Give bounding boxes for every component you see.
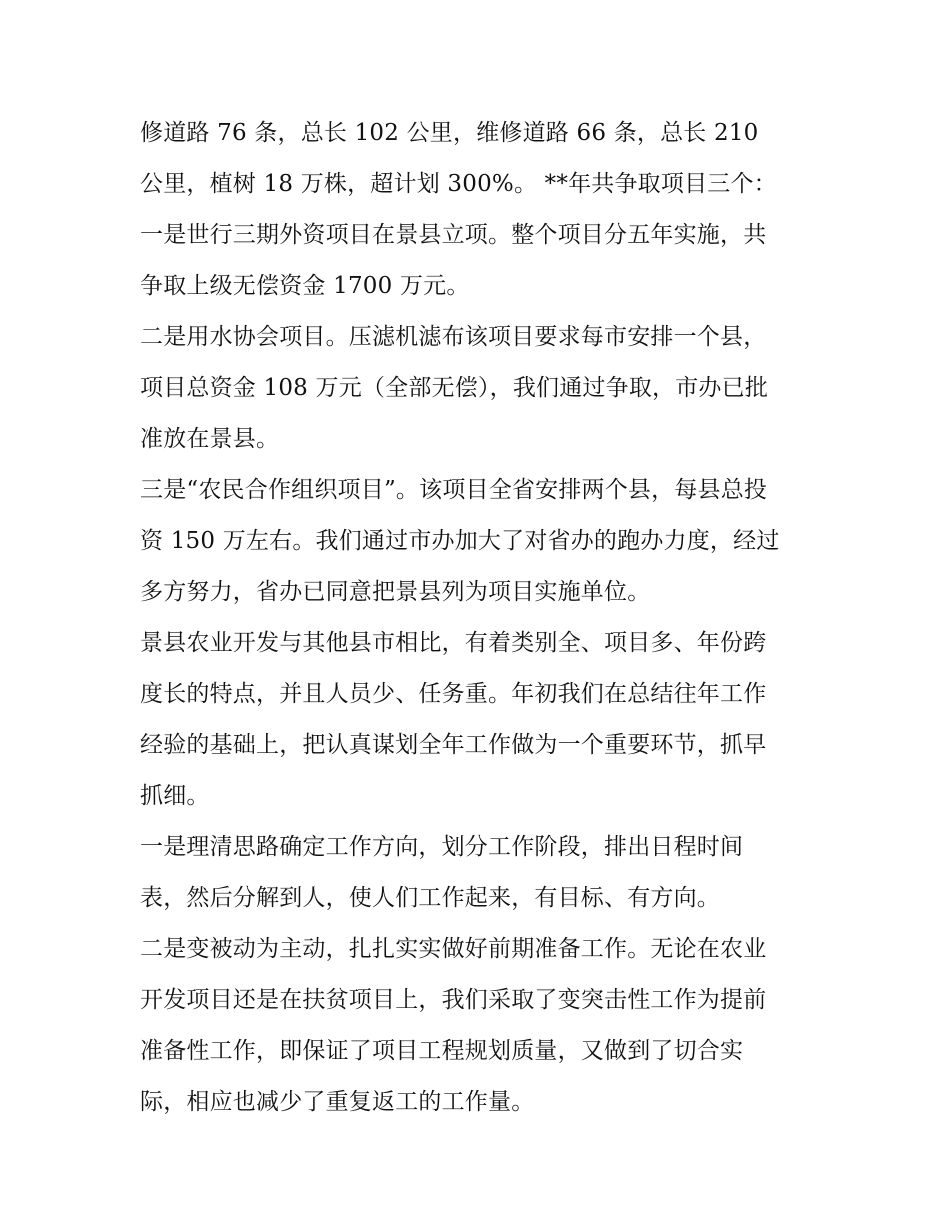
text-line: 一是世行三期外资项目在景县立项。整个项目分五年实施，共 bbox=[140, 222, 767, 248]
text-line: 准备性工作，即保证了项目工程规划质量，又做到了切合实 bbox=[140, 1038, 744, 1064]
text-line: 项目总资金 108 万元（全部无偿），我们通过争取，市办已批 bbox=[140, 375, 769, 401]
body-text bbox=[140, 108, 820, 1128]
text-line: 争取上级无偿资金 1700 万元。 bbox=[140, 273, 470, 299]
text-line: 资 150 万左右。我们通过市办加大了对省办的跑办力度，经过 bbox=[140, 528, 780, 554]
text-line: 一是理清思路确定工作方向，划分工作阶段，排出日程时间 bbox=[140, 834, 744, 860]
text-line: 多方努力，省办已同意把景县列为项目实施单位。 bbox=[140, 579, 651, 605]
text-line: 二是用水协会项目。压滤机滤布该项目要求每市安排一个县， bbox=[140, 324, 767, 350]
text-line: 二是变被动为主动，扎扎实实做好前期准备工作。无论在农业 bbox=[140, 936, 767, 962]
text-line: 开发项目还是在扶贫项目上，我们采取了变突击性工作为提前 bbox=[140, 987, 767, 1013]
text-line: 公里，植树 18 万株，超计划 300%。 **年共争取项目三个： bbox=[140, 171, 777, 197]
text-line: 景县农业开发与其他县市相比，有着类别全、项目多、年份跨 bbox=[140, 630, 767, 656]
text-line: 准放在景县。 bbox=[140, 426, 280, 452]
text-line: 度长的特点，并且人员少、任务重。年初我们在总结往年工作 bbox=[140, 681, 767, 707]
text-line: 抓细。 bbox=[140, 783, 210, 809]
text-line: 三是“农民合作组织项目”。该项目全省安排两个县，每县总投 bbox=[140, 477, 768, 503]
text-line: 际，相应也减少了重复返工的工作量。 bbox=[140, 1089, 535, 1115]
text-line: 经验的基础上，把认真谋划全年工作做为一个重要环节，抓早 bbox=[140, 732, 767, 758]
text-line: 修道路 76 条，总长 102 公里，维修道路 66 条，总长 210 bbox=[140, 120, 759, 146]
text-line: 表，然后分解到人，使人们工作起来，有目标、有方向。 bbox=[140, 885, 720, 911]
